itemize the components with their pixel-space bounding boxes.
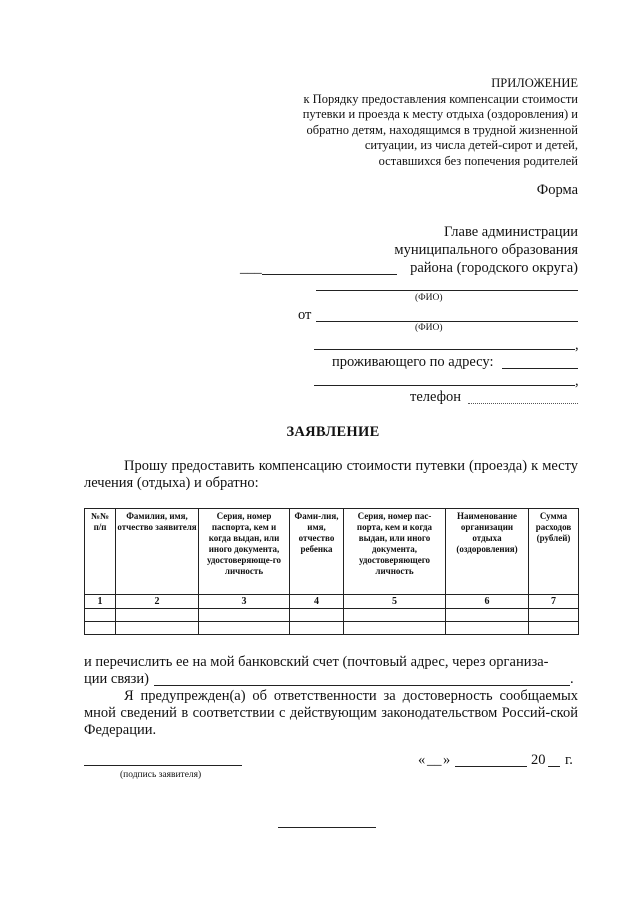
table-cell[interactable] [85, 609, 116, 622]
date-year-prefix: 20 [531, 752, 546, 768]
column-header: №№ п/п [85, 509, 116, 595]
table-cell[interactable] [199, 622, 290, 635]
table-cell[interactable] [344, 622, 446, 635]
table-cell[interactable] [344, 609, 446, 622]
appendix-line: оставшихся без попечения родителей [378, 153, 578, 168]
addressee-line-2: муниципального образования [394, 242, 578, 258]
column-header: Фами-лия, имя, отчество ребенка [290, 509, 344, 595]
date-year-suffix: г. [565, 752, 573, 768]
date-open-quote: « [418, 752, 426, 768]
table-cell[interactable] [290, 622, 344, 635]
column-number: 7 [529, 595, 579, 609]
appendix-line: ситуации, из числа детей-сирот и детей, [364, 138, 578, 152]
document-title: ЗАЯВЛЕНИЕ [286, 424, 380, 440]
transfer-text-line-1: и перечислить ее на мой банковский счет (почтовый адрес, через организа- [84, 654, 549, 670]
appendix-block [303, 76, 578, 169]
table-row [85, 595, 579, 609]
appendix-line: обратно детям, находящимся в трудной жизненной [306, 122, 578, 137]
phone-label: телефон [410, 389, 462, 405]
signature-line[interactable] [84, 765, 242, 766]
date-month-line[interactable] [455, 766, 527, 767]
column-number: 3 [199, 595, 290, 609]
table-row [85, 622, 579, 635]
residing-label: проживающего по адресу: [332, 354, 494, 370]
addressee-line-1: Главе администрации [444, 224, 578, 240]
table-cell[interactable] [116, 622, 199, 635]
comma: , [575, 337, 579, 353]
children-table [84, 508, 579, 635]
district-suffix: района (городского округа) [410, 260, 578, 276]
signature-label: (подпись заявителя) [120, 770, 202, 780]
column-header: Фамилия, имя, отчество заявителя [116, 509, 199, 595]
date-day-blank[interactable]: __ [427, 752, 442, 768]
district-line[interactable] [262, 274, 397, 275]
column-header: Наименование организации отдыха (оздоровления) [446, 509, 529, 595]
fio-applicant-line[interactable] [316, 321, 578, 322]
address-line-2[interactable] [314, 385, 575, 386]
applicant-extra-line[interactable] [314, 349, 575, 350]
transfer-text-line-2: ции связи) [84, 671, 149, 687]
table-cell[interactable] [446, 609, 529, 622]
bank-account-line[interactable] [154, 685, 570, 686]
table-cell[interactable] [529, 622, 579, 635]
table-row [85, 609, 579, 622]
table-cell[interactable] [199, 609, 290, 622]
from-label: от [298, 307, 312, 323]
address-line-1[interactable] [502, 368, 578, 369]
date-close-quote: » [443, 752, 451, 768]
fio-label: (ФИО) [415, 293, 443, 303]
column-number: 5 [344, 595, 446, 609]
column-number: 4 [290, 595, 344, 609]
request-paragraph: Прошу предоставить компенсацию стоимости путевки (проезда) к месту лечения (отдыха) и обратно: [84, 458, 578, 491]
column-number: 2 [116, 595, 199, 609]
district-prefix: ___ [240, 260, 262, 276]
column-header: Серия, номер пас-порта, кем и когда выдан, или иного документа, удостоверяющего личность [344, 509, 446, 595]
period: . [570, 671, 574, 687]
phone-line[interactable] [468, 403, 578, 404]
table-cell[interactable] [529, 609, 579, 622]
appendix-line: к Порядку предоставления компенсации стоимости [303, 91, 578, 106]
table-cell[interactable] [446, 622, 529, 635]
column-header: Сумма расходов (рублей) [529, 509, 579, 595]
form-label: Форма [536, 182, 578, 198]
appendix-line: путевки и проезда к месту отдыха (оздоровления) и [302, 107, 578, 121]
fio-head-line[interactable] [316, 290, 578, 291]
table-cell[interactable] [85, 622, 116, 635]
table-cell[interactable] [116, 609, 199, 622]
table-cell[interactable] [290, 609, 344, 622]
date-year-line[interactable] [548, 766, 560, 767]
footer-separator [278, 827, 376, 828]
column-header: Серия, номер паспорта, кем и когда выдан, или иного документа, удостоверяюще-го личность [199, 509, 290, 595]
appendix-heading: ПРИЛОЖЕНИЕ [491, 76, 578, 90]
comma: , [575, 373, 579, 389]
column-number: 1 [85, 595, 116, 609]
fio-label: (ФИО) [415, 323, 443, 333]
warning-paragraph: Я предупрежден(а) об ответственности за достоверность сообщаемых мной сведений в соответствии с действующим законодательством Россий-ской Федерации. [84, 688, 578, 738]
column-number: 6 [446, 595, 529, 609]
